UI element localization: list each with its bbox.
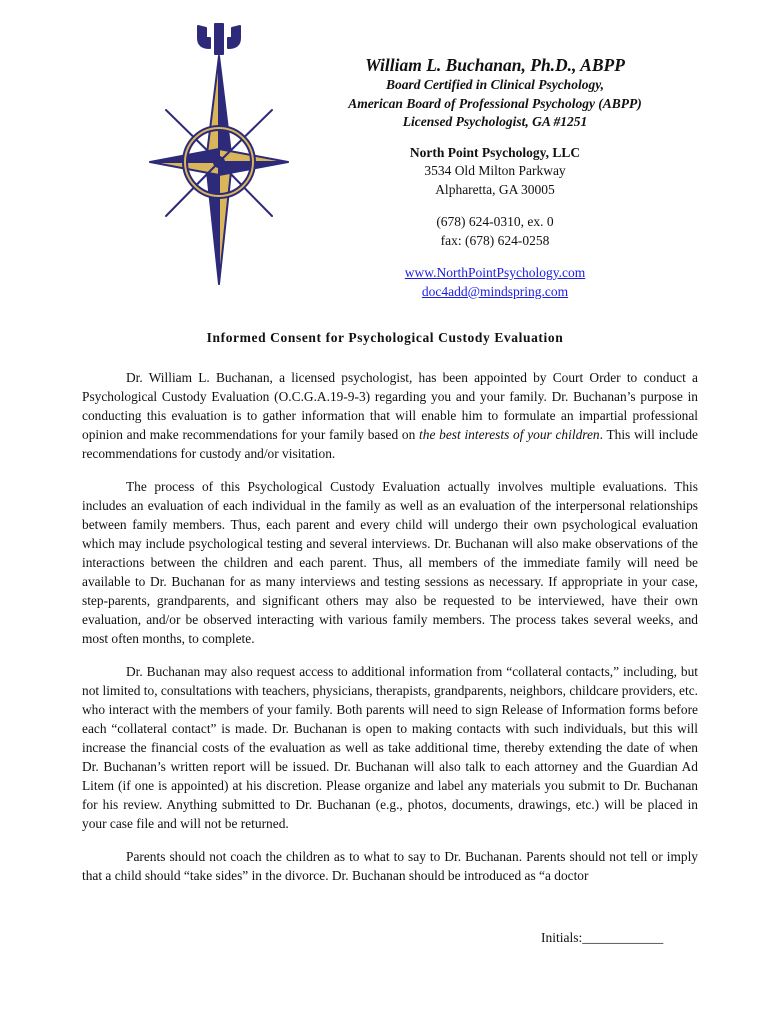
phone-number: (678) 624-0310, ex. 0 [436,214,554,229]
paragraph-4: Parents should not coach the children as to what to say to Dr. Buchanan. Parents should not tell or imply that a child should “take sides” in the divorce. Dr. Buchanan should be introduced as “a doctor [82,849,698,883]
paragraph-1-text: Dr. William L. Buchanan, a licensed psychologist, has been appointed by Court Order to conduct a Psychological Custody Evaluation (O.C.G.A.19-9-3) regarding you and your family. Dr. Buchanan’s purpose in conducting this evaluation is to gather information that will enable him to formulate an impartial professional opinion and make recommendations for your family based on [82,370,698,442]
fax-number: fax: (678) 624-0258 [440,232,550,248]
license-number: Licensed Psychologist, GA #1251 [402,114,588,129]
compass-rose-icon [146,22,292,294]
letterhead [300,54,690,301]
board-certification: Board Certified in Clinical Psychology, [385,77,605,92]
paragraph-1-end: . This will include recommendations for custody and/or visitation. [82,427,698,461]
email-link[interactable]: doc4add@mindspring.com [421,283,569,299]
address-line-1: 3534 Old Milton Parkway [424,163,566,178]
board-name: American Board of Professional Psychology (ABPP) [348,95,642,111]
document-title: Informed Consent for Psychological Custody Evaluation [206,330,564,345]
website-link[interactable]: www.NorthPointPsychology.com [404,265,586,280]
paragraph-2: The process of this Psychological Custody Evaluation actually involves multiple evaluations. This includes an evaluation of each individual in the family as well as an evaluation of the interpersonal relationships between family members. Thus, each parent and every child will undergo their own psychological evaluation which may include psychological testing and several interviews. Dr. Buchanan will also make observations of the interactions between the children and each parent. Thus, all members of the immediate family will need be available to Dr. Buchanan for as many interviews and testing sessions as necessary. If appropriate in your case, step-parents, grandparents, and significant others may also be requested to be interviewed, have their own evaluation, and/or be observed interacting with various family members. The process takes several weeks, and most often months, to complete. [82,479,698,646]
initials-field[interactable]: Initials:____________ [541,930,664,945]
best-interests-emphasis: the best interests of your children [419,427,600,442]
paragraph-3: Dr. Buchanan may also request access to additional information from “collateral contacts,” including, but not limited to, consultations with teachers, physicians, therapists, grandparents, neighbors, childcare providers, etc. who interact with the members of your family. Both parents will need to sign Release of Information forms before each “collateral contact” is made. Dr. Buchanan is open to making contacts with such individuals, but this will increase the financial costs of the evaluation as well as take additional time, thereby extending the date of when Dr. Buchanan’s written report will be issued. Dr. Buchanan will also talk to each attorney and the Guardian Ad Litem (if one is appointed) at his discretion. Please organize and label any materials you submit to Dr. Buchanan for his review. Anything submitted to Dr. Buchanan (e.g., photos, documents, drawings, etc.) will be placed in your case file and will not be returned. [82,664,698,831]
document-body [82,368,698,899]
address-line-2: Alpharetta, GA 30005 [435,181,555,197]
practice-name: North Point Psychology, LLC [409,144,581,160]
paragraph-1 [82,368,698,463]
doctor-name: William L. Buchanan, Ph.D., ABPP [365,55,625,75]
